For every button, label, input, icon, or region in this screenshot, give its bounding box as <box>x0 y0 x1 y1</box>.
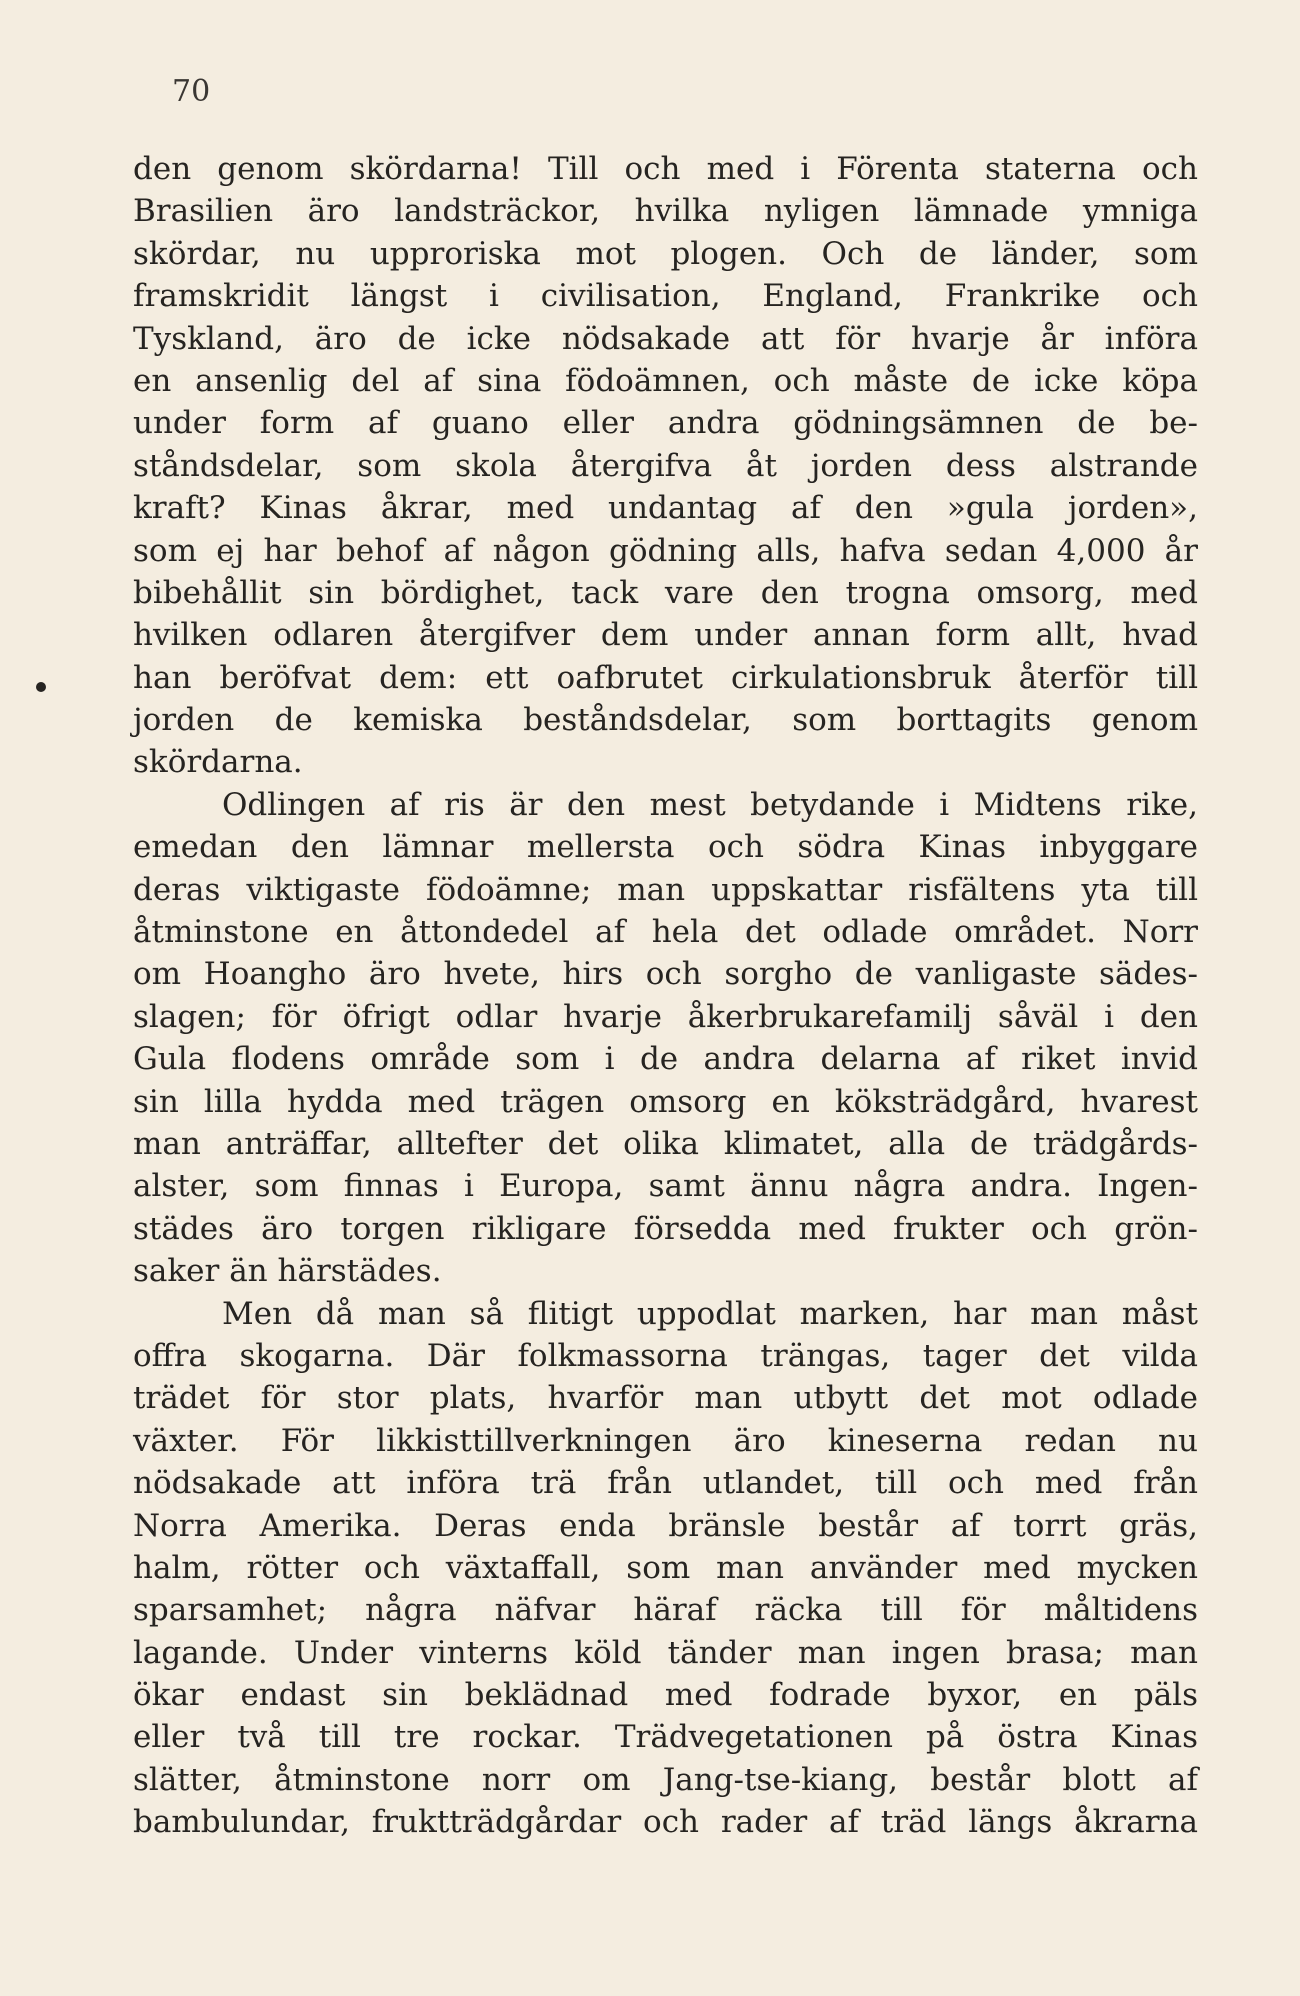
text-line: halm, rötter och växtaffall, som man använder med mycken <box>133 1549 1198 1586</box>
text-line: deras viktigaste födoämne; man uppskattar risfältens yta till <box>133 871 1198 908</box>
text-line: Tyskland, äro de icke nödsakade att för hvarje år införa <box>133 320 1198 357</box>
text-line: jorden de kemiska beståndsdelar, som borttagits genom <box>133 702 1198 739</box>
text-line: nödsakade att införa trä från utlandet, till och med från <box>133 1465 1198 1502</box>
text-line: bibehållit sin bördighet, tack vare den trogna omsorg, med <box>133 574 1198 611</box>
text-line: Brasilien äro landsträckor, hvilka nyligen lämnade ymniga <box>133 193 1198 230</box>
page-number: 70 <box>172 74 211 109</box>
text-line: under form af guano eller andra gödningsämnen de be- <box>133 405 1198 442</box>
text-line: slätter, åtminstone norr om Jang-tse-kiang, består blott af <box>133 1761 1198 1798</box>
text-line: man anträffar, alltefter det olika klimatet, alla de trädgårds- <box>133 1125 1198 1162</box>
text-line: framskridit längst i civilisation, England, Frankrike och <box>133 278 1198 315</box>
text-line: offra skogarna. Där folkmassorna trängas, tager det vilda <box>133 1337 1198 1374</box>
text-line: den genom skördarna! Till och med i Förenta staterna och <box>133 151 1198 187</box>
text-line: han beröfvat dem: ett oafbrutet cirkulationsbruk återför till <box>133 659 1198 696</box>
text-line: emedan den lämnar mellersta och södra Kinas inbyggare <box>133 829 1198 866</box>
text-line: som ej har behof af någon gödning alls, hafva sedan 4,000 år <box>133 532 1198 569</box>
text-line: sparsamhet; några näfvar häraf räcka till för måltidens <box>133 1592 1198 1629</box>
text-line: ökar endast sin beklädnad med fodrade byxor, en päls <box>133 1677 1198 1714</box>
text-line: åtminstone en åttondedel af hela det odlade området. Norr <box>133 914 1198 951</box>
text-line: sin lilla hydda med trägen omsorg en köksträdgård, hvarest <box>133 1083 1198 1120</box>
text-line: en ansenlig del af sina födoämnen, och måste de icke köpa <box>133 362 1198 399</box>
text-line: bambulundar, fruktträdgårdar och rader af träd längs åkrarna <box>133 1804 1198 1841</box>
text-line: skördarna. <box>133 744 303 781</box>
text-line: Norra Amerika. Deras enda bränsle består af torrt gräs, <box>133 1507 1198 1544</box>
body-text <box>133 148 1198 1844</box>
text-line: alster, som finnas i Europa, samt ännu några andra. Ingen- <box>133 1168 1198 1205</box>
text-line: växter. För likkisttillverkningen äro kineserna redan nu <box>133 1422 1198 1459</box>
text-line: ståndsdelar, som skola återgifva åt jorden dess alstrande <box>133 447 1198 484</box>
text-line: hvilken odlaren återgifver dem under annan form allt, hvad <box>133 617 1198 654</box>
text-line: skördar, nu upproriska mot plogen. Och de länder, som <box>133 235 1198 272</box>
text-line: om Hoangho äro hvete, hirs och sorgho de vanligaste sädes- <box>133 956 1198 993</box>
text-line: saker än härstädes. <box>133 1253 442 1290</box>
text-line: eller två till tre rockar. Trädvegetationen på östra Kinas <box>133 1719 1198 1756</box>
text-line: trädet för stor plats, hvarför man utbytt det mot odlade <box>133 1380 1198 1417</box>
text-line: slagen; för öfrigt odlar hvarje åkerbrukarefamilj såväl i den <box>133 998 1198 1035</box>
text-line: Men då man så flitigt uppodlat marken, har man måst <box>222 1295 1198 1332</box>
text-line: kraft? Kinas åkrar, med undantag af den »gula jorden», <box>133 490 1198 527</box>
text-line: lagande. Under vinterns köld tänder man ingen brasa; man <box>133 1634 1198 1671</box>
text-line: städes äro torgen rikligare försedda med frukter och grön- <box>133 1210 1198 1247</box>
margin-dot-mark <box>36 682 46 692</box>
text-line: Gula flodens område som i de andra delarna af riket invid <box>133 1041 1198 1078</box>
text-line: Odlingen af ris är den mest betydande i Midtens rike, <box>222 786 1198 823</box>
